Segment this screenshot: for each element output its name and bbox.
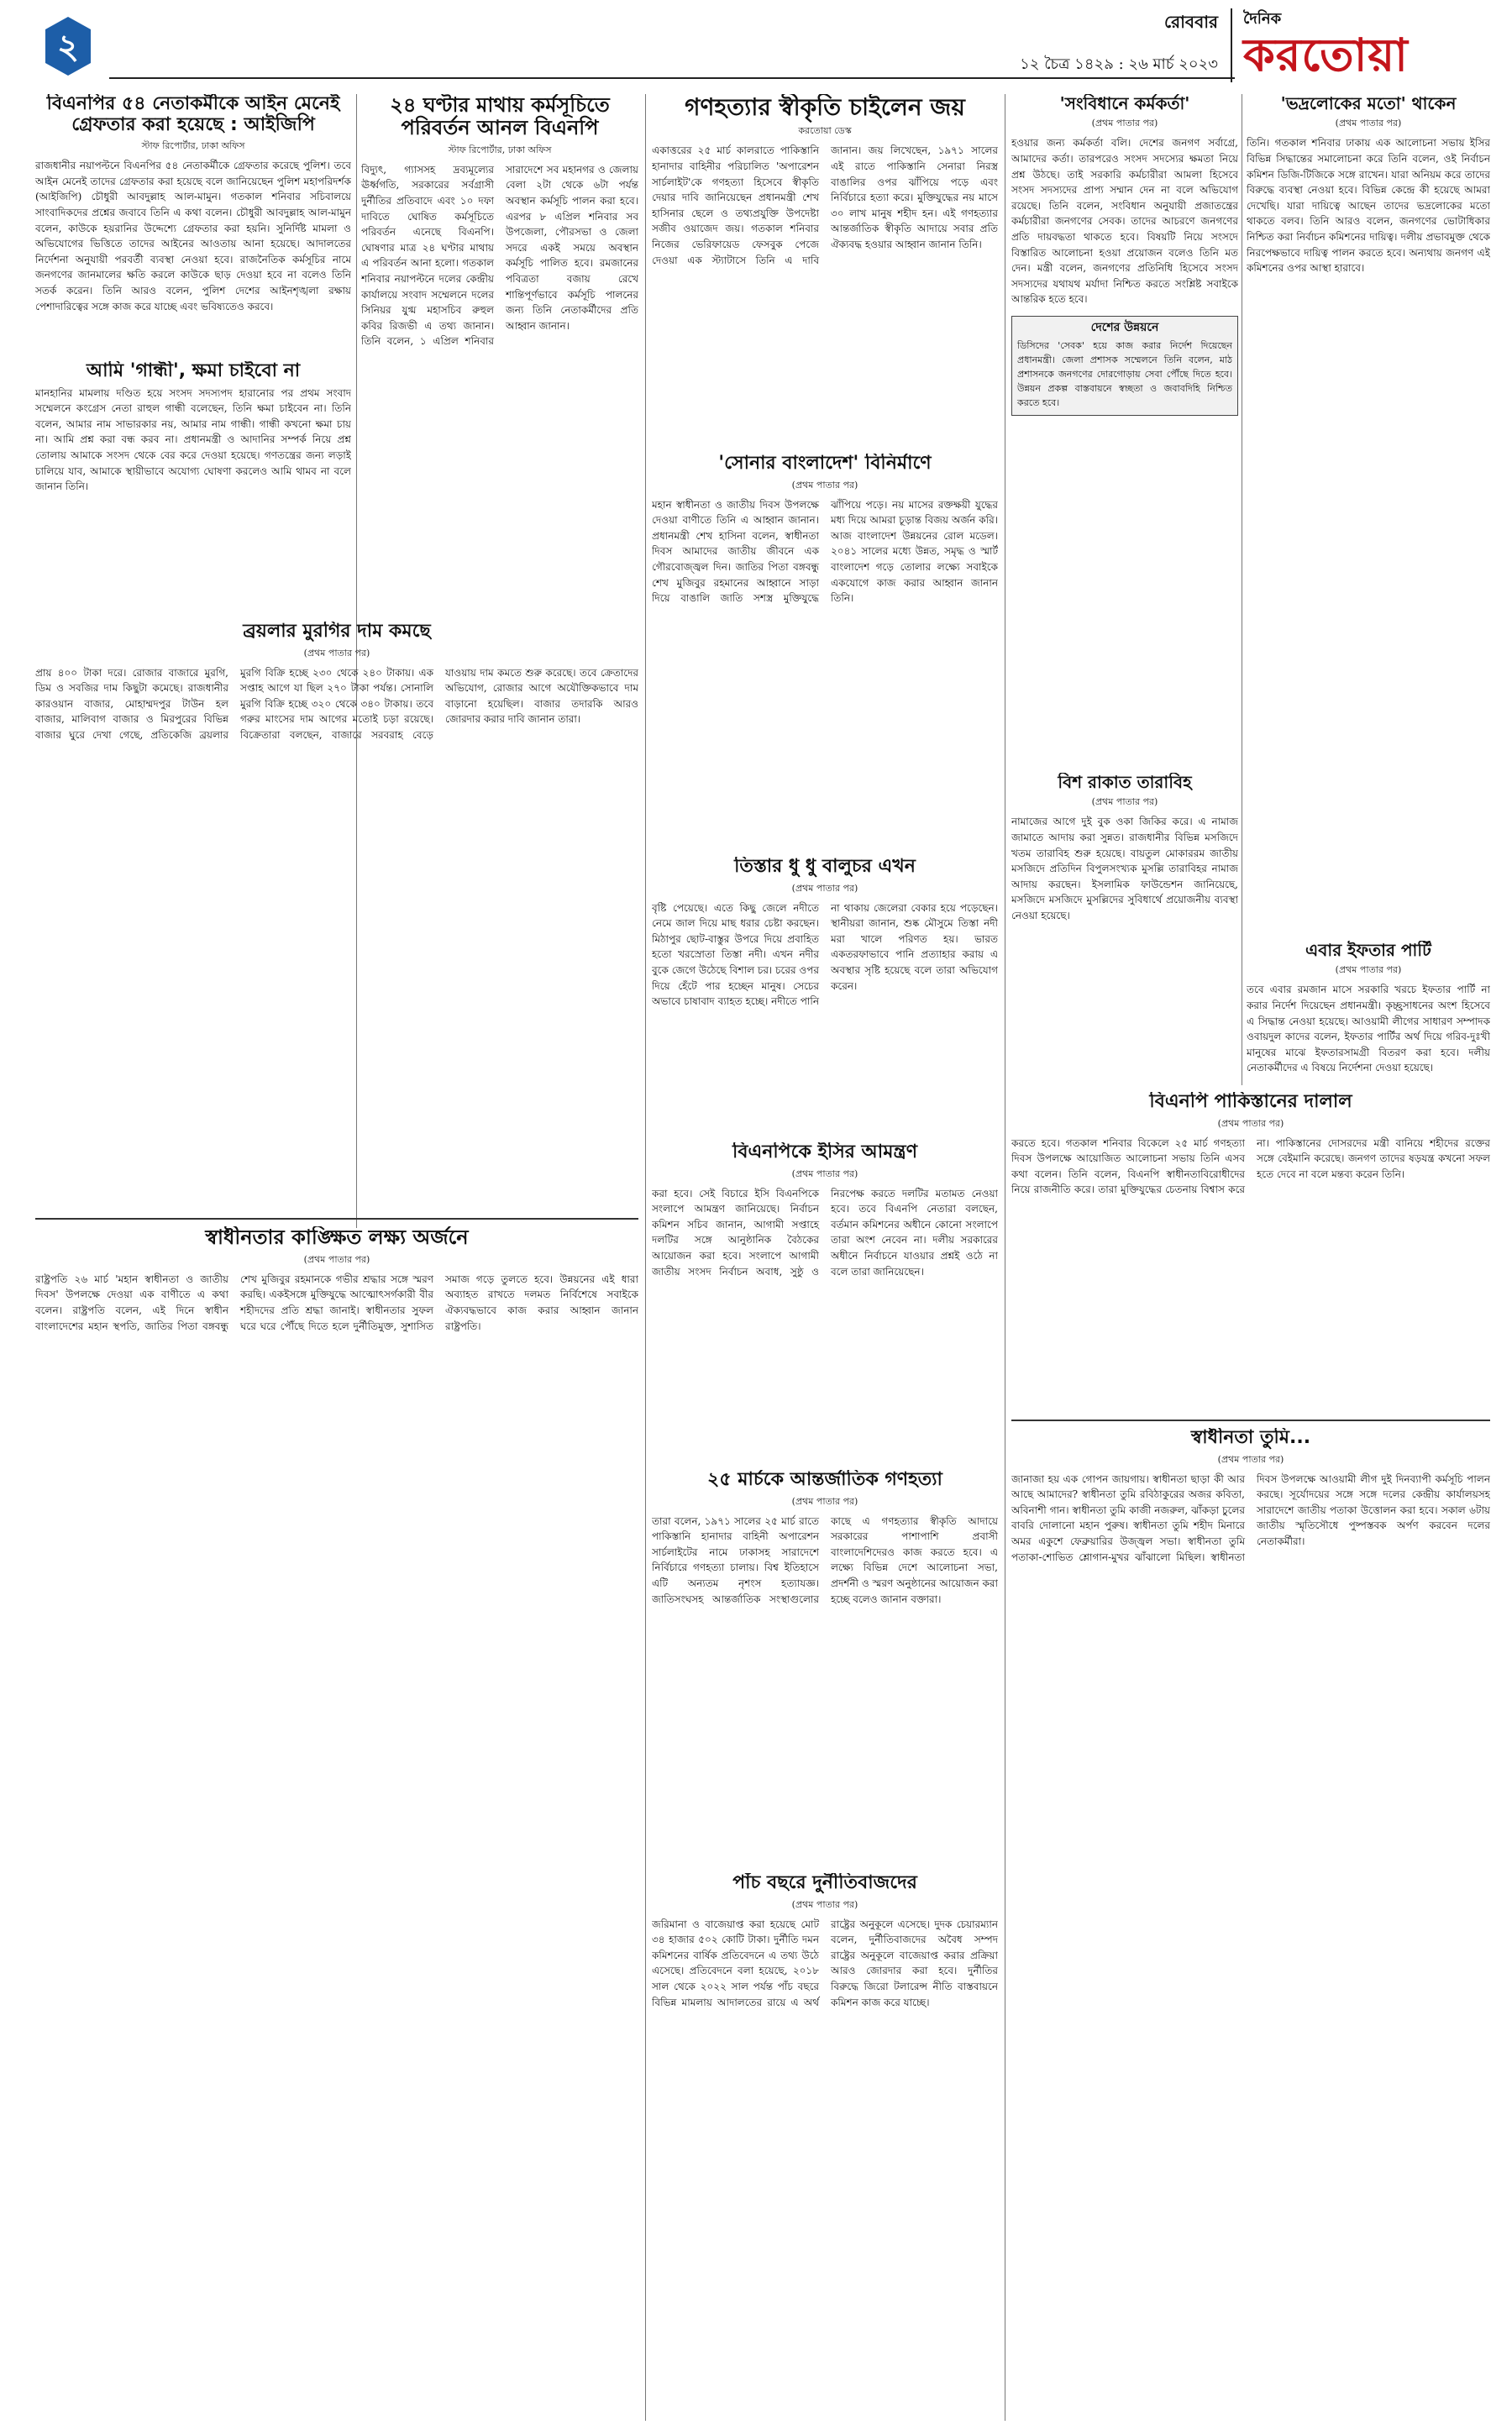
headline: স্বাধীনতা তুমি...: [1190, 1428, 1311, 1448]
headline: পাঁচ বছরে দুর্নীতিবাজদের: [732, 1873, 917, 1893]
headline: 'সোনার বাংলাদেশ' বিনির্মাণে: [718, 454, 932, 474]
byline: করতোয়া ডেস্ক: [798, 125, 852, 137]
inset-headline: দেশের উন্নয়নে: [1090, 320, 1159, 334]
article-body: জানাজা হয় এক গোপন জায়গায়। স্বাধীনতা ছাড়া কী আর আছে আমাদের? স্বাধীনতা তুমি রবিঠাকুরের অজর কবিতা, অবিনাশী গান। স্বাধীনতা তুমি কাজী নজরুল, ঝাঁকড়া চুলের বাবরি দোলানো মহান পুরুষ। স্বাধীনতা তুমি শহীদ মিনারে অমর একুশে ফেব্রুয়ারির উজ্জ্বল সভা। স্বাধীনতা তুমি পতাকা-শোভিত শ্লোগান-মুখর ঝাঁঝালো মিছিল। স্বাধীনতা দিবস উপলক্ষে আওয়ামী লীগ দুই দিনব্যাপী কর্মসূচি পালন করছে। সূর্যোদয়ের সঙ্গে সঙ্গে দলের কেন্দ্রীয় কার্যালয়সহ সারাদেশে জাতীয় পতাকা উত্তোলন করা হবে। সকাল ৬টায় জাতীয় স্মৃতিসৌধে পুষ্পস্তবক অর্পণ করবেন দলের নেতাকর্মীরা।: [1011, 1472, 1490, 1563]
headline: বিএনপি পাকিস্তানের দালাল: [1149, 1092, 1352, 1112]
article-tarabih: [1011, 773, 1238, 1084]
byline: (প্রথম পাতার পর): [303, 647, 370, 659]
article-bnp-programme: [361, 94, 638, 613]
headline: বিএনপিকে ইসির আমন্ত্রণ: [732, 1142, 917, 1163]
inset-box: [1011, 316, 1238, 416]
byline: (প্রথম পাতার পর): [1091, 118, 1158, 129]
inset-body: ডিসিদের 'সেবক' হয়ে কাজ করার নির্দেশ দিয়েছেন প্রধানমন্ত্রী। জেলা প্রশাসক সম্মেলনে তিনি বলেন, মাঠ প্রশাসনকে জনগণের দোরগোড়ায় সেবা পৌঁছে দিতে হবে। উন্নয়ন প্রকল্প বাস্তবায়নে স্বচ্ছতা ও জবাবদিহি নিশ্চিত করতে হবে।: [1017, 339, 1232, 408]
article-body: তারা বলেন, ১৯৭১ সালের ২৫ মার্চ রাতে পাকিস্তানি হানাদার বাহিনী অপারেশন সার্চলাইটের নামে ঢাকাসহ সারাদেশে নির্বিচারে গণহত্যা চালায়। বিশ্ব ইতিহাসে এটি অন্যতম নৃশংস হত্যাযজ্ঞ। জাতিসংঘসহ আন্তর্জাতিক সংস্থাগুলোর কাছে এ গণহত্যার স্বীকৃতি আদায়ে সরকারের পাশাপাশি প্রবাসী বাংলাদেশিদেরও কাজ করতে হবে। এ লক্ষ্যে বিভিন্ন দেশে আলোচনা সভা, প্রদর্শনী ও স্মরণ অনুষ্ঠানের আয়োজন করা হচ্ছে বলেও জানান বক্তারা।: [652, 1514, 998, 1605]
article-rahul-gandhi: [35, 361, 351, 613]
headline: বিএনপির ৫৪ নেতাকর্মীকে আইন মেনেই গ্রেফতার করা হয়েছে : আইজিপি: [46, 94, 340, 135]
article-independence-goal: [35, 1226, 638, 2419]
byline: (প্রথম পাতার পর): [1335, 964, 1402, 976]
article-body: বিদ্যুৎ, গ্যাসসহ দ্রব্যমূল্যের ঊর্ধ্বগতি, সরকারের সর্বগ্রাসী দুর্নীতির প্রতিবাদে এবং ১০ দফা দাবিতে ঘোষিত কর্মসূচিতে পরিবর্তন এনেছে বিএনপি। ঘোষণার মাত্র ২৪ ঘণ্টার মাথায় এ পরিবর্তন আনা হলো। গতকাল শনিবার নয়াপল্টনে দলের কেন্দ্রীয় কার্যালয়ে সংবাদ সম্মেলনে দলের সিনিয়র যুগ্ম মহাসচিব রুহুল কবির রিজভী এ তথ্য জানান। তিনি বলেন, ১ এপ্রিল শনিবার সারাদেশে সব মহানগর ও জেলায় বেলা ২টা থেকে ৬টা পর্যন্ত অবস্থান কর্মসূচি পালন করা হবে। এরপর ৮ এপ্রিল শনিবার সব উপজেলা, পৌরসভা ও জেলা সদরে একই সময়ে অবস্থান কর্মসূচি পালিত হবে। রমজানের পবিত্রতা বজায় রেখে শান্তিপূর্ণভাবে কর্মসূচি পালনের জন্য তিনি নেতাকর্মীদের প্রতি আহ্বান জানান।: [361, 163, 638, 348]
article-gentleman: [1247, 94, 1490, 934]
article-body: মানহানির মামলায় দণ্ডিত হয়ে সংসদ সদস্যপদ হারানোর পর প্রথম সংবাদ সম্মেলনে কংগ্রেস নেতা রাহুল গান্ধী বলেছেন, তিনি ক্ষমা চাইবেন না। তিনি বলেন, আমার নাম সাভারকার নয়, আমার নাম গান্ধী। গান্ধী কখনো ক্ষমা চায় না। আমি প্রশ্ন করা বন্ধ করব না। প্রধানমন্ত্রী ও আদানির সম্পর্ক নিয়ে প্রশ্ন তোলায় আমাকে সংসদ থেকে বের করে দেওয়া হয়েছে। গণতন্ত্রের জন্য লড়াই চালিয়ে যাব, আমাকে স্থায়ীভাবে অযোগ্য ঘোষণা করলেও আমি থামব না বলে জানান তিনি।: [35, 386, 351, 493]
section-rule: [1011, 1420, 1490, 1421]
headline: তিস্তার ধু ধু বালুচর এখন: [734, 857, 916, 877]
article-body: করতে হবে। গতকাল শনিবার বিকেলে ২৫ মার্চ গণহত্যা দিবস উপলক্ষে আয়োজিত আলোচনা সভায় তিনি এসব কথা বলেন। তিনি বলেন, বিএনপি স্বাধীনতাবিরোধীদের নিয়ে রাজনীতি করে। তারা মুক্তিযুদ্ধের চেতনায় বিশ্বাস করে না। পাকিস্তানের দোসরদের মন্ত্রী বানিয়ে শহীদের রক্তের সঙ্গে বেইমানি করেছে। জনগণ তাদের ষড়যন্ত্র কখনো সফল হতে দেবে না বলে মন্তব্য করেন তিনি।: [1011, 1136, 1490, 1196]
article-ec-invite: [652, 1142, 998, 1462]
article-body: রাষ্ট্রপতি ২৬ মার্চ 'মহান স্বাধীনতা ও জাতীয় দিবস' উপলক্ষে দেওয়া এক বাণীতে এ কথা বলেন। রাষ্ট্রপতি বলেন, এই দিনে স্বাধীন বাংলাদেশের মহান স্থপতি, জাতির পিতা বঙ্গবন্ধু শেখ মুজিবুর রহমানকে গভীর শ্রদ্ধার সঙ্গে স্মরণ করছি। একইসঙ্গে মুক্তিযুদ্ধে আত্মোৎসর্গকারী বীর শহীদদের প্রতি শ্রদ্ধা জানাই। স্বাধীনতার সুফল ঘরে ঘরে পৌঁছে দিতে হলে দুর্নীতিমুক্ত, সুশাসিত সমাজ গড়ে তুলতে হবে। উন্নয়নের এই ধারা অব্যাহত রাখতে দলমত নির্বিশেষে সবাইকে ঐক্যবদ্ধভাবে কাজ করার আহ্বান জানান রাষ্ট্রপতি।: [35, 1273, 638, 1332]
article-march-25: [652, 1470, 998, 1865]
byline: (প্রথম পাতার পর): [1217, 1453, 1284, 1465]
headline: বিশ রাকাত তারাবিহ: [1058, 773, 1192, 792]
page-header: [0, 0, 1512, 88]
headline: 'ভদ্রলোকের মতো' থাকেন: [1280, 94, 1457, 113]
masthead-prefix: দৈনিক: [1243, 10, 1282, 28]
byline: (প্রথম পাতার পর): [1217, 1117, 1284, 1129]
headline: 'সংবিধানে কর্মকর্তা': [1059, 94, 1190, 113]
article-body: রাজধানীর নয়াপল্টনে বিএনপির ৫৪ নেতাকর্মীকে গ্রেফতার করেছে পুলিশ। তবে আইন মেনেই তাদের গ্রেফতার করা হয়েছে বলে জানিয়েছেন পুলিশ মহাপরিদর্শক (আইজিপি) চৌধুরী আবদুল্লাহ আল-মামুন। গতকাল শনিবার সচিবালয়ে সাংবাদিকদের প্রশ্নের জবাবে তিনি এ কথা বলেন। চৌধুরী আবদুল্লাহ আল-মামুন বলেন, কাউকে হয়রানির উদ্দেশ্যে গ্রেফতার করা হয়নি। সুনির্দিষ্ট মামলা ও অভিযোগের ভিত্তিতে তাদের আইনের আওতায় আনা হয়েছে। আদালতের নির্দেশনা অনুযায়ী পরবর্তী ব্যবস্থা নেওয়া হবে। রাজনৈতিক কর্মসূচির নামে জনগণের জানমালের ক্ষতি করলে কাউকে ছাড় দেওয়া হবে না বলেও তিনি সতর্ক করেন। তিনি আরও বলেন, পুলিশ দেশের আইনশৃঙ্খলা রক্ষায় পেশাদারিত্বের সঙ্গে কাজ করে যাচ্ছে এবং ভবিষ্যতেও করবে।: [35, 160, 351, 312]
headline: ২৫ মার্চকে আন্তর্জাতিক গণহত্যা: [707, 1470, 942, 1490]
article-constitution-officer: [1011, 94, 1238, 766]
page-number: ২: [56, 28, 80, 66]
headline: এবার ইফতার পার্টি: [1305, 941, 1431, 960]
byline: (প্রথম পাতার পর): [1335, 118, 1402, 129]
masthead-divider: [1231, 8, 1232, 82]
article-golden-bangladesh: [652, 454, 998, 848]
article-body: মহান স্বাধীনতা ও জাতীয় দিবস উপলক্ষে দেওয়া বাণীতে তিনি এ আহ্বান জানান। প্রধানমন্ত্রী শেখ হাসিনা বলেন, স্বাধীনতা দিবস আমাদের জাতীয় জীবনে এক গৌরবোজ্জ্বল দিন। জাতির পিতা বঙ্গবন্ধু শেখ মুজিবুর রহমানের আহ্বানে সাড়া দিয়ে বাঙালি জাতি সশস্ত্র মুক্তিযুদ্ধে ঝাঁপিয়ে পড়ে। নয় মাসের রক্তক্ষয়ী যুদ্ধের মধ্য দিয়ে আমরা চূড়ান্ত বিজয় অর্জন করি। আজ বাংলাদেশ উন্নয়নের রোল মডেল। ২০৪১ সালের মধ্যে উন্নত, সমৃদ্ধ ও স্মার্ট বাংলাদেশ গড়ে তোলার লক্ষ্যে সবাইকে একযোগে কাজ করার আহ্বান জানান তিনি।: [652, 498, 998, 605]
byline: (প্রথম পাতার পর): [303, 1253, 370, 1265]
section-rule: [35, 1218, 638, 1220]
article-corruption: [652, 1873, 998, 2419]
article-body: প্রায় ৪০০ টাকা দরে। রোজার বাজারে মুরগি, ডিম ও সবজির দাম কিছুটা কমেছে। রাজধানীর কারওয়ান বাজার, মোহাম্মদপুর টাউন হল বাজার, মালিবাগ বাজার ও মিরপুরের বিভিন্ন বাজার ঘুরে দেখা গেছে, প্রতিকেজি ব্রয়লার মুরগি বিক্রি হচ্ছে ২৩০ থেকে ২৪০ টাকায়। এক সপ্তাহ আগে যা ছিল ২৭০ টাকা পর্যন্ত। সোনালি মুরগি বিক্রি হচ্ছে ৩২০ থেকে ৩৪০ টাকায়। তবে গরুর মাংসের দাম আগের মতোই চড়া রয়েছে। বিক্রেতারা বলছেন, বাজারে সরবরাহ বেড়ে যাওয়ায় দাম কমতে শুরু করেছে। তবে ক্রেতাদের অভিযোগ, রোজার আগে অযৌক্তিকভাবে দাম বাড়ানো হয়েছিল। বাজার তদারকি আরও জোরদার করার দাবি জানান তারা।: [35, 666, 638, 741]
article-swadhinota-tumi: [1011, 1428, 1490, 2419]
byline: (প্রথম পাতার পর): [791, 882, 858, 894]
article-iftar-party: [1247, 941, 1490, 1084]
headline: ২৪ ঘণ্টার মাথায় কর্মসূচিতে পরিবর্তন আনল বিএনপি: [390, 94, 610, 139]
byline: স্টাফ রিপোর্টার, ঢাকা অফিস: [141, 140, 245, 152]
column-divider: [645, 94, 646, 2421]
article-body: একাত্তরের ২৫ মার্চ কালরাতে পাকিস্তানি হানাদার বাহিনীর পরিচালিত 'অপারেশন সার্চলাইট'কে গণহত্যা হিসেবে স্বীকৃতি দেয়ার দাবি জানিয়েছেন প্রধানমন্ত্রী শেখ হাসিনার ছেলে ও তথ্যপ্রযুক্তি উপদেষ্টা সজীব ওয়াজেদ জয়। গতকাল শনিবার নিজের ভেরিফায়েড ফেসবুক পেজে দেওয়া এক স্ট্যাটাসে তিনি এ দাবি জানান। জয় লিখেছেন, ১৯৭১ সালের এই রাতে পাকিস্তানি সেনারা নিরস্ত্র বাঙালির ওপর ঝাঁপিয়ে পড়ে এবং নির্বিচারে হত্যা করে। মুক্তিযুদ্ধের নয় মাসে ৩০ লাখ মানুষ শহীদ হন। এই গণহত্যার আন্তর্জাতিক স্বীকৃতি আদায়ে সবার প্রতি ঐক্যবদ্ধ হওয়ার আহ্বান জানান তিনি।: [652, 144, 998, 266]
article-body: তবে এবার রমজান মাসে সরকারি খরচে ইফতার পার্টি না করার নির্দেশ দিয়েছেন প্রধানমন্ত্রী। কৃচ্ছ্রসাধনের অংশ হিসেবে এ সিদ্ধান্ত নেওয়া হয়েছে। আওয়ামী লীগের সাধারণ সম্পাদক ওবায়দুল কাদের বলেন, ইফতার পার্টির অর্থ দিয়ে গরিব-দুঃখী মানুষের মাঝে ইফতারসামগ্রী বিতরণ করা হবে। দলীয় নেতাকর্মীদের এ বিষয়ে নির্দেশনা দেওয়া হয়েছে।: [1247, 984, 1490, 1074]
byline: (প্রথম পাতার পর): [791, 1495, 858, 1507]
article-body: বৃষ্টি পেয়েছে। এতে কিছু জেলে নদীতে নেমে জাল দিয়ে মাছ ধরার চেষ্টা করছেন। মিঠাপুর ছোট-বাস্তুর উপরে দিয়ে প্রবাহিত হতো খরস্রোতা তিস্তা নদী। এখন নদীর বুকে জেগে উঠেছে বিশাল চর। চরের ওপর দিয়ে হেঁটে পার হচ্ছেন মানুষ। সেচের অভাবে চাষাবাদ ব্যাহত হচ্ছে। নদীতে পানি না থাকায় জেলেরা বেকার হয়ে পড়েছেন। স্থানীয়রা জানান, শুষ্ক মৌসুমে তিস্তা নদী মরা খালে পরিণত হয়। ভারত একতরফাভাবে পানি প্রত্যাহার করায় এ অবস্থার সৃষ্টি হয়েছে বলে তারা অভিযোগ করেন।: [652, 901, 998, 1008]
article-body: করা হবে। সেই বিচারে ইসি বিএনপিকে সংলাপে আমন্ত্রণ জানিয়েছে। নির্বাচন কমিশন সচিব জানান, আগামী সপ্তাহে দলটির সঙ্গে আনুষ্ঠানিক বৈঠকের আয়োজন করা হবে। সংলাপে আগামী জাতীয় সংসদ নির্বাচন অবাধ, সুষ্ঠু ও নিরপেক্ষ করতে দলটির মতামত নেওয়া হবে। তবে বিএনপি নেতারা বলছেন, বর্তমান কমিশনের অধীনে কোনো সংলাপে তারা অংশ নেবেন না। দলীয় সরকারের অধীনে নির্বাচনে যাওয়ার প্রশ্নই ওঠে না বলে তারা জানিয়েছেন।: [652, 1187, 998, 1278]
article-broiler-price: [35, 622, 638, 1210]
article-genocide-recognition: [652, 94, 998, 447]
issue-date: ১২ চৈত্র ১৪২৯ : ২৬ মার্চ ২০২৩: [1020, 55, 1218, 73]
headline: ব্রয়লার মুরগির দাম কমছে: [243, 622, 431, 642]
issue-day: রোববার: [1164, 12, 1218, 32]
article-body: তিনি। গতকাল শনিবার ঢাকায় এক আলোচনা সভায় ইসির বিভিন্ন সিদ্ধান্তের সমালোচনা করে তিনি বলেন, ওই নির্বাচন কমিশন ডিজি-টিজিকে সঙ্গে রাখেন। যারা অনিয়ম করে তাদের বিরুদ্ধে ব্যবস্থা নেওয়া হবে। বিভিন্ন কেন্দ্রে কী হয়েছে আমরা দেখেছি। যারা দায়িত্বে আছেন তাদের ভদ্রলোকের মতো থাকতে বলব। তিনি আরও বলেন, জনগণের ভোটাধিকার নিশ্চিত করা নির্বাচন কমিশনের দায়িত্ব। দলীয় প্রভাবমুক্ত থেকে নিরপেক্ষভাবে দায়িত্ব পালন করতে হবে। অন্যথায় জনগণ এই কমিশনের ওপর আস্থা হারাবে।: [1247, 137, 1490, 275]
masthead: করতোয়া: [1243, 28, 1409, 81]
article-body: হওয়ার জন্য কর্মকর্তা বলি। দেশের জনগণ সর্বাগ্রে, আমাদের কর্তা। তারপরেও সংসদ সদস্যের ক্ষমতা নিয়ে প্রশ্ন উঠছে। তাই সরকারি কর্মচারীরা আমলা হিসেবে সংসদ সদস্যদের প্রাপ্য সম্মান দেন না বলে অভিযোগ রয়েছে। তিনি বলেন, সংবিধান অনুযায়ী প্রজাতন্ত্রের কর্মচারীরা জনগণের সেবক। তাদের আচরণে জনগণের প্রতি দায়বদ্ধতা থাকতে হবে। বিষয়টি নিয়ে সংসদে বিস্তারিত আলোচনা হওয়া প্রয়োজন বলেও তিনি মত দেন। মন্ত্রী বলেন, জনগণের প্রতিনিধি হিসেবে সংসদ সদস্যদের যথাযথ মর্যাদা নিশ্চিত করতে সংশ্লিষ্ট সবাইকে আন্তরিক হতে হবে।: [1011, 137, 1238, 306]
headline: গণহত্যার স্বীকৃতি চাইলেন জয়: [685, 94, 965, 121]
article-bnp-arrest: [35, 94, 351, 354]
headline: স্বাধীনতার কাঙ্ক্ষিত লক্ষ্য অর্জনে: [205, 1226, 469, 1249]
byline: (প্রথম পাতার পর): [1091, 796, 1158, 808]
article-body: নামাজের আগে দুই বুক ওকা জিকির করে। এ নামাজ জামাতে আদায় করা সুন্নত। রাজধানীর বিভিন্ন মসজিদে খতম তারাবিহ শুরু হয়েছে। বায়তুল মোকাররম জাতীয় মসজিদে প্রতিদিন বিপুলসংখ্যক মুসল্লি তারাবিহর নামাজ আদায় করছেন। ইসলামিক ফাউন্ডেশন জানিয়েছে, মসজিদে মসজিদে মুসল্লিদের সুবিধার্থে প্রয়োজনীয় ব্যবস্থা নেওয়া হয়েছে।: [1011, 816, 1238, 921]
byline: (প্রথম পাতার পর): [791, 1898, 858, 1910]
article-bnp-pakistan: [1011, 1092, 1490, 1411]
byline: স্টাফ রিপোর্টার, ঢাকা অফিস: [448, 144, 552, 155]
byline: (প্রথম পাতার পর): [791, 1168, 858, 1179]
article-teesta: [652, 857, 998, 1134]
headline: আমি 'গান্ধী', ক্ষমা চাইবো না: [86, 361, 301, 381]
page-number-badge: [42, 15, 94, 77]
byline: (প্রথম পাতার পর): [791, 479, 858, 491]
article-body: জরিমানা ও বাজেয়াপ্ত করা হয়েছে মোট ৩৪ হাজার ৫০২ কোটি টাকা। দুর্নীতি দমন কমিশনের বার্ষিক প্রতিবেদনে এ তথ্য উঠে এসেছে। প্রতিবেদনে বলা হয়েছে, ২০১৮ সাল থেকে ২০২২ সাল পর্যন্ত পাঁচ বছরে বিভিন্ন মামলায় আদালতের রায়ে এ অর্থ রাষ্ট্রের অনুকূলে এসেছে। দুদক চেয়ারম্যান বলেন, দুর্নীতিবাজদের অবৈধ সম্পদ রাষ্ট্রের অনুকূলে বাজেয়াপ্ত করার প্রক্রিয়া আরও জোরদার করা হবে। দুর্নীতির বিরুদ্ধে জিরো টলারেন্স নীতি বাস্তবায়নে কমিশন কাজ করে যাচ্ছে।: [652, 1918, 998, 2008]
